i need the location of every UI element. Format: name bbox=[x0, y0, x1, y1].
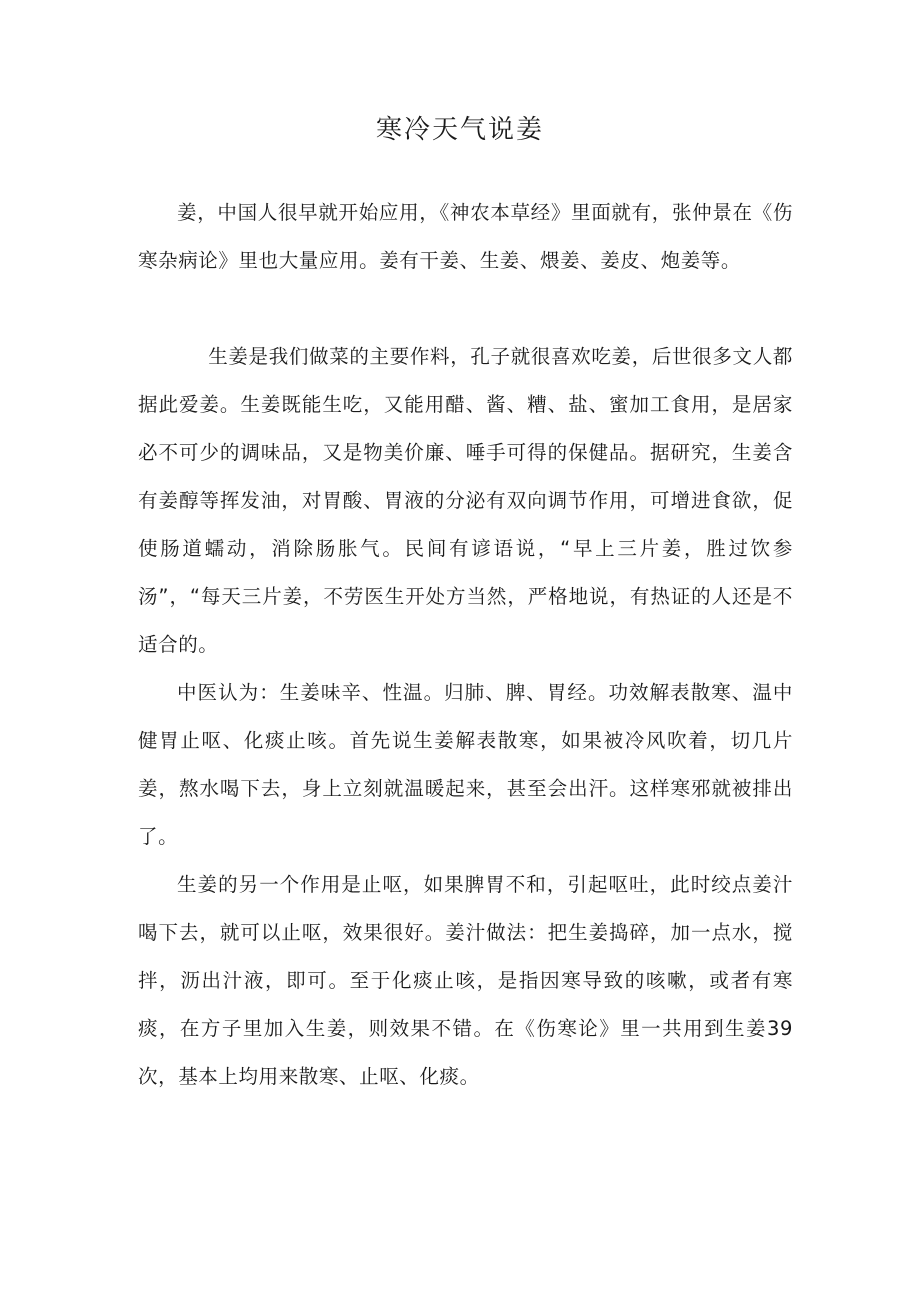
paragraph-ginger-history: 姜，中国人很早就开始应用，《神农本草经》里面就有，张仲景在《伤寒杂病论》里也大量应用。姜有干姜、生姜、煨姜、姜皮、炮姜等。 bbox=[138, 201, 793, 272]
paragraph-tcm-properties: 中医认为：生姜味辛、性温。归肺、脾、胃经。功效解表散寒、温中健胃止呕、化痰止咳。首先说生姜解表散寒，如果被冷风吹着，切几片姜，熬水喝下去，身上立刻就温暖起来，甚至会出汗。这样寒邪就被排出了。 bbox=[138, 681, 793, 848]
document-title: 寒冷天气说姜 bbox=[375, 115, 544, 145]
paragraph-anti-vomiting-uses: 生姜的另一个作用是止呕，如果脾胃不和，引起呕吐，此时绞点姜汁喝下去，就可以止呕，效果很好。姜汁做法：把生姜捣碎，加一点水，搅拌，沥出汁液，即可。至于化痰止咳，是指因寒导致的咳嗽，或者有寒痰，在方子里加入生姜，则效果不错。在《伤寒论》里一共用到生姜39次，基本上均用来散寒、止呕、化痰。 bbox=[138, 873, 793, 1088]
paragraph-ginger-food-health: 生姜是我们做菜的主要作料，孔子就很喜欢吃姜，后世很多文人都据此爱姜。生姜既能生吃，又能用醋、酱、糟、盐、蜜加工食用，是居家必不可少的调味品，又是物美价廉、唾手可得的保健品。据研究，生姜含有姜醇等挥发油，对胃酸、胃液的分泌有双向调节作用，可增进食欲，促使肠道蠕动，消除肠胀气。民间有谚语说，“早上三片姜，胜过饮参汤”，“每天三片姜，不劳医生开处方当然，严格地说，有热证的人还是不适合的。 bbox=[138, 345, 793, 656]
